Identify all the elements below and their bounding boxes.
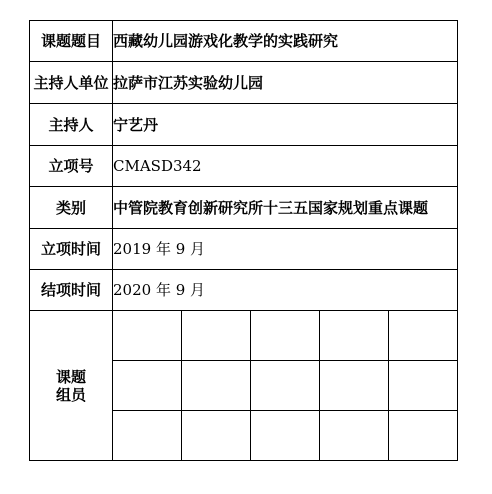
- member-cell: [389, 411, 458, 461]
- category-value: 中管院教育创新研究所十三五国家规划重点课题: [113, 187, 458, 229]
- host-unit-value: 拉萨市江苏实验幼儿园: [113, 62, 458, 104]
- start-date-label: 立项时间: [30, 229, 113, 270]
- row-host-unit: [30, 62, 458, 104]
- member-cell: [320, 411, 389, 461]
- row-host: [30, 104, 458, 146]
- row-project-number: [30, 146, 458, 187]
- member-cell: [182, 311, 251, 361]
- end-date-value: 2020 年 9 月: [113, 270, 458, 311]
- project-title-value: 西藏幼儿园游戏化教学的实践研究: [113, 21, 458, 62]
- project-title-label: 课题题目: [30, 21, 113, 62]
- row-category: [30, 187, 458, 229]
- member-cell: [389, 311, 458, 361]
- member-cell: [320, 311, 389, 361]
- member-cell: [251, 361, 320, 411]
- row-end-date: [30, 270, 458, 311]
- member-cell: [251, 311, 320, 361]
- member-cell: [182, 361, 251, 411]
- member-cell: [251, 411, 320, 461]
- member-cell: [389, 361, 458, 411]
- row-members-1: [30, 311, 458, 361]
- category-label: 类别: [30, 187, 113, 229]
- member-cell: [320, 361, 389, 411]
- members-label: [30, 311, 113, 461]
- row-project-title: [30, 21, 458, 62]
- member-cell: [113, 311, 182, 361]
- members-label-line2: 组员: [55, 385, 86, 404]
- project-number-value: CMASD342: [113, 146, 458, 187]
- member-cell: [113, 411, 182, 461]
- host-value: 宁艺丹: [113, 104, 458, 146]
- host-unit-label: 主持人单位: [30, 62, 113, 104]
- project-number-label: 立项号: [30, 146, 113, 187]
- members-label-line1: 课题: [55, 367, 86, 386]
- host-label: 主持人: [30, 104, 113, 146]
- member-cell: [182, 411, 251, 461]
- project-info-table: [29, 20, 458, 461]
- member-cell: [113, 361, 182, 411]
- start-date-value: 2019 年 9 月: [113, 229, 458, 270]
- row-start-date: [30, 229, 458, 270]
- end-date-label: 结项时间: [30, 270, 113, 311]
